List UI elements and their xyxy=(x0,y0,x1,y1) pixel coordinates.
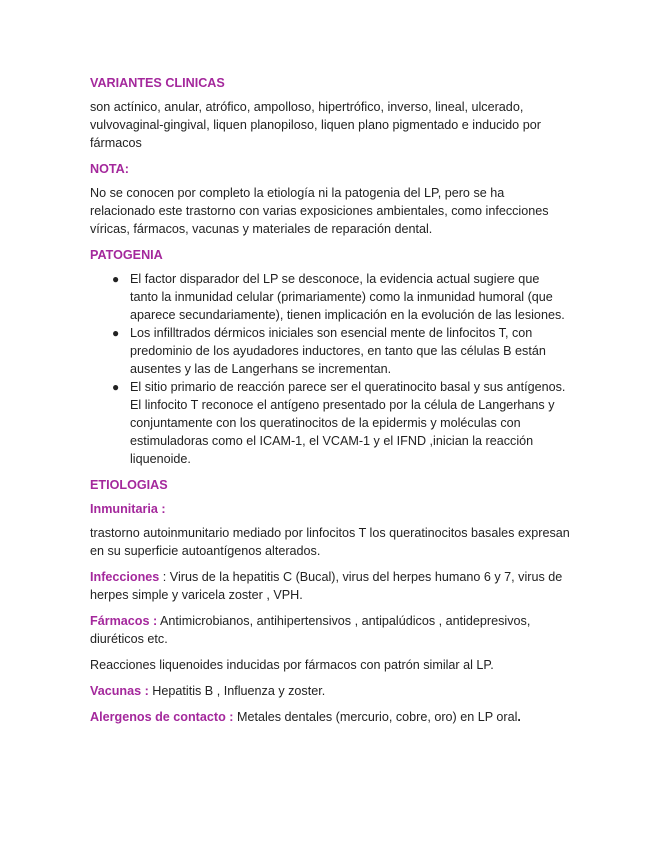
alergenos-paragraph xyxy=(90,708,570,726)
heading-patogenia: PATOGENIA xyxy=(90,248,163,262)
list-item-text: El sitio primario de reacción parece ser el queratinocito basal y sus antígenos. El linfocito T reconoce el antígeno presentado por la célula de Langerhans y conjuntamente con los queratinocitos de la epidermis y moléculas con estimuladoras como el ICAM-1, el VCAM-1 y el IFND ,inician la reacción liquenoide. xyxy=(130,380,566,466)
alergenos-text: Metales dentales (mercurio, cobre, oro) en LP oral xyxy=(233,710,518,724)
list-item xyxy=(90,378,570,468)
alergenos-end: . xyxy=(517,710,521,724)
patogenia-list xyxy=(90,270,570,468)
list-item xyxy=(90,324,570,378)
infecciones-paragraph xyxy=(90,568,570,604)
heading-etiologias: ETIOLOGIAS xyxy=(90,478,168,492)
list-item-text: El factor disparador del LP se desconoce, la evidencia actual sugiere que tanto la inmunidad celular (primariamente) como la inmunidad humoral (que aparece secundariamente), tienen implicación en la evolución de las lesiones. xyxy=(130,272,565,322)
label-inmunitaria: Inmunitaria : xyxy=(90,502,166,516)
farmacos-text: Antimicrobianos, antihipertensivos , antipalúdicos , antidepresivos, diuréticos etc. xyxy=(90,614,531,646)
label-infecciones: Infecciones xyxy=(90,570,160,584)
nota-text: No se conocen por completo la etiología ni la patogenia del LP, pero se ha relacionado este trastorno con varias exposiciones ambientales, como infecciones víricas, fármacos, vacunas y materiales de reparación dental. xyxy=(90,186,549,236)
infecciones-text: : Virus de la hepatitis C (Bucal), virus del herpes humano 6 y 7, virus de herpes simple y varicela zoster , VPH. xyxy=(90,570,563,602)
variantes-text: son actínico, anular, atrófico, ampolloso, hipertrófico, inverso, lineal, ulcerado, vulvovaginal-gingival, liquen planopiloso, liquen plano pigmentado e inducido por fármacos xyxy=(90,100,541,150)
list-item xyxy=(90,270,570,324)
heading-variantes-clinicas: VARIANTES CLINICAS xyxy=(90,76,225,90)
vacunas-text: Hepatitis B , Influenza y zoster. xyxy=(148,684,326,698)
document-content xyxy=(90,74,570,734)
label-farmacos: Fármacos : xyxy=(90,614,158,628)
list-item-text: Los infilltrados dérmicos iniciales son esencial mente de linfocitos T, con predominio de los ayudadores inductores, en tanto que las células B están ausentes y las de Langerhans se incrementan. xyxy=(130,326,546,376)
label-alergenos: Alergenos de contacto : xyxy=(90,710,234,724)
bullet-icon: ● xyxy=(112,272,120,286)
vacunas-paragraph xyxy=(90,682,570,700)
label-vacunas: Vacunas : xyxy=(90,684,149,698)
inmunitaria-text: trastorno autoinmunitario mediado por linfocitos T los queratinocitos basales expresan en su superficie autoantígenos alterados. xyxy=(90,526,570,558)
reacciones-text: Reacciones liquenoides inducidas por fármacos con patrón similar al LP. xyxy=(90,658,494,672)
heading-nota: NOTA: xyxy=(90,162,129,176)
farmacos-paragraph xyxy=(90,612,570,648)
bullet-icon: ● xyxy=(112,380,120,394)
bullet-icon: ● xyxy=(112,326,120,340)
